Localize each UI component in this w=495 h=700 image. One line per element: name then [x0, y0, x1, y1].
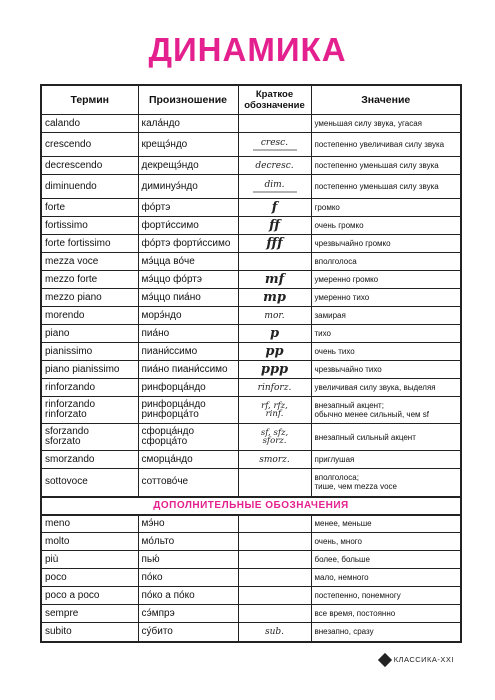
meaning-cell: постепенно уменьшая силу звука	[311, 157, 461, 175]
term-cell: rinforzando	[41, 379, 138, 397]
pronunciation-cell: кала́ндо	[138, 115, 238, 133]
main-table-body	[41, 115, 461, 497]
term-cell: sempre	[41, 605, 138, 623]
notation-cell: fff	[238, 235, 311, 253]
meaning-cell: чрезвычайно тихо	[311, 361, 461, 379]
dynamics-table	[40, 84, 462, 643]
notation-cell	[238, 569, 311, 587]
term-cell: sottovoce	[41, 469, 138, 497]
meaning-cell: громко	[311, 199, 461, 217]
term-cell: piano pianissimo	[41, 361, 138, 379]
table-row	[41, 451, 461, 469]
notation-cell: pp	[238, 343, 311, 361]
pronunciation-cell: ринфорца́ндо ринфорца́то	[138, 397, 238, 424]
notation-cell: sub.	[238, 623, 311, 642]
term-cell: morendo	[41, 307, 138, 325]
page-title: ДИНАМИКА	[148, 31, 347, 68]
term-cell: fortissimo	[41, 217, 138, 235]
meaning-cell: увеличивая силу звука, выделяя	[311, 379, 461, 397]
pronunciation-cell: фо́ртэ	[138, 199, 238, 217]
term-cell: diminuendo	[41, 175, 138, 199]
meaning-cell: менее, меньше	[311, 515, 461, 533]
term-cell: forte fortissimo	[41, 235, 138, 253]
term-cell: decrescendo	[41, 157, 138, 175]
pronunciation-cell: сморца́ндо	[138, 451, 238, 469]
meaning-cell: постепенно уменьшая силу звука	[311, 175, 461, 199]
publisher-mark	[380, 655, 454, 665]
notation-cell: cresc.	[238, 133, 311, 157]
meaning-cell: постепенно, понемногу	[311, 587, 461, 605]
notation-cell: p	[238, 325, 311, 343]
term-cell: più	[41, 551, 138, 569]
publisher-logo-icon	[378, 653, 392, 667]
pronunciation-cell: фо́ртэ форти́ссимо	[138, 235, 238, 253]
table-row	[41, 307, 461, 325]
term-cell: poco a poco	[41, 587, 138, 605]
term-cell: crescendo	[41, 133, 138, 157]
pronunciation-cell: морэ́ндо	[138, 307, 238, 325]
meaning-cell: приглушая	[311, 451, 461, 469]
pronunciation-cell: форти́ссимо	[138, 217, 238, 235]
term-cell: mezza voce	[41, 253, 138, 271]
meaning-cell: чрезвычайно громко	[311, 235, 461, 253]
term-cell: molto	[41, 533, 138, 551]
notation-cell: smorz.	[238, 451, 311, 469]
table-row	[41, 133, 461, 157]
notation-cell: ff	[238, 217, 311, 235]
table-row	[41, 424, 461, 451]
notation-cell: mf	[238, 271, 311, 289]
notation-cell: dim.	[238, 175, 311, 199]
notation-underline	[253, 148, 297, 152]
term-cell: subito	[41, 623, 138, 642]
table-row	[41, 217, 461, 235]
meaning-cell: тихо	[311, 325, 461, 343]
pronunciation-cell: по́ко	[138, 569, 238, 587]
meaning-cell: очень тихо	[311, 343, 461, 361]
table-row	[41, 569, 461, 587]
table-header-row	[41, 85, 461, 115]
section-title: ДОПОЛНИТЕЛЬНЫЕ ОБОЗНАЧЕНИЯ	[41, 497, 461, 515]
header-short-notation: Краткое обозначение	[238, 85, 311, 115]
table-row	[41, 515, 461, 533]
pronunciation-cell: пиа́но	[138, 325, 238, 343]
table-row	[41, 199, 461, 217]
notation-cell	[238, 469, 311, 497]
meaning-cell: умеренно громко	[311, 271, 461, 289]
table-row	[41, 379, 461, 397]
notation-cell	[238, 605, 311, 623]
meaning-cell: очень громко	[311, 217, 461, 235]
meaning-cell: уменьшая силу звука, угасая	[311, 115, 461, 133]
meaning-cell: мало, немного	[311, 569, 461, 587]
meaning-cell: вполголоса; тише, чем mezza voce	[311, 469, 461, 497]
meaning-cell: постепенно увеличивая силу звука	[311, 133, 461, 157]
meaning-cell: все время, постоянно	[311, 605, 461, 623]
term-cell: rinforzando rinforzato	[41, 397, 138, 424]
pronunciation-cell: мэ́но	[138, 515, 238, 533]
meaning-cell: внезапно, сразу	[311, 623, 461, 642]
notation-cell: mor.	[238, 307, 311, 325]
table-row	[41, 235, 461, 253]
extra-table-body	[41, 497, 461, 642]
notation-underline	[253, 190, 297, 194]
header-term: Термин	[41, 85, 138, 115]
pronunciation-cell: декрещэ́ндо	[138, 157, 238, 175]
term-cell: poco	[41, 569, 138, 587]
term-cell: meno	[41, 515, 138, 533]
notation-cell	[238, 551, 311, 569]
pronunciation-cell: крещэ́ндо	[138, 133, 238, 157]
section-header-row	[41, 497, 461, 515]
table-row	[41, 469, 461, 497]
table-row	[41, 325, 461, 343]
notation-cell: sf, sfz, sforz.	[238, 424, 311, 451]
term-cell: mezzo piano	[41, 289, 138, 307]
table-row	[41, 551, 461, 569]
pronunciation-cell: мо́льто	[138, 533, 238, 551]
notation-cell	[238, 115, 311, 133]
pronunciation-cell: пиани́ссимо	[138, 343, 238, 361]
table-row	[41, 397, 461, 424]
table-row	[41, 533, 461, 551]
meaning-cell: внезапный сильный акцент	[311, 424, 461, 451]
pronunciation-cell: по́ко а по́ко	[138, 587, 238, 605]
meaning-cell: очень, много	[311, 533, 461, 551]
term-cell: piano	[41, 325, 138, 343]
table-row	[41, 253, 461, 271]
table-row	[41, 605, 461, 623]
pronunciation-cell: мэ́ццо фо́ртэ	[138, 271, 238, 289]
table-row	[41, 289, 461, 307]
term-cell: sforzando sforzato	[41, 424, 138, 451]
notation-cell: mp	[238, 289, 311, 307]
notation-cell: rf, rfz, rinf.	[238, 397, 311, 424]
meaning-cell: внезапный акцент; обычно менее сильный, чем sf	[311, 397, 461, 424]
meaning-cell: более, больше	[311, 551, 461, 569]
header-pronunciation: Произношение	[138, 85, 238, 115]
table-row	[41, 271, 461, 289]
notation-cell	[238, 587, 311, 605]
term-cell: mezzo forte	[41, 271, 138, 289]
notation-cell	[238, 253, 311, 271]
pronunciation-cell: пью́	[138, 551, 238, 569]
table-row	[41, 115, 461, 133]
notation-cell: rinforz.	[238, 379, 311, 397]
pronunciation-cell: су́бито	[138, 623, 238, 642]
pronunciation-cell: мэ́ццо пиа́но	[138, 289, 238, 307]
pronunciation-cell: ринфорца́ндо	[138, 379, 238, 397]
term-cell: calando	[41, 115, 138, 133]
term-cell: smorzando	[41, 451, 138, 469]
table-row	[41, 157, 461, 175]
meaning-cell: вполголоса	[311, 253, 461, 271]
pronunciation-cell: диминуэ́ндо	[138, 175, 238, 199]
notation-cell	[238, 515, 311, 533]
meaning-cell: замирая	[311, 307, 461, 325]
table-row	[41, 587, 461, 605]
table-row	[41, 623, 461, 642]
term-cell: forte	[41, 199, 138, 217]
pronunciation-cell: мэ́цца во́че	[138, 253, 238, 271]
pronunciation-cell: пиа́но пиани́ссимо	[138, 361, 238, 379]
pronunciation-cell: соттово́че	[138, 469, 238, 497]
notation-cell: f	[238, 199, 311, 217]
header-meaning: Значение	[311, 85, 461, 115]
pronunciation-cell: сфорца́ндо сфорца́то	[138, 424, 238, 451]
pronunciation-cell: сэ́мпрэ	[138, 605, 238, 623]
table-row	[41, 343, 461, 361]
meaning-cell: умеренно тихо	[311, 289, 461, 307]
term-cell: pianissimo	[41, 343, 138, 361]
publisher-name: КЛАССИКА-XXI	[393, 655, 454, 664]
notation-cell: decresc.	[238, 157, 311, 175]
notation-cell: ppp	[238, 361, 311, 379]
table-row	[41, 175, 461, 199]
table-row	[41, 361, 461, 379]
notation-cell	[238, 533, 311, 551]
